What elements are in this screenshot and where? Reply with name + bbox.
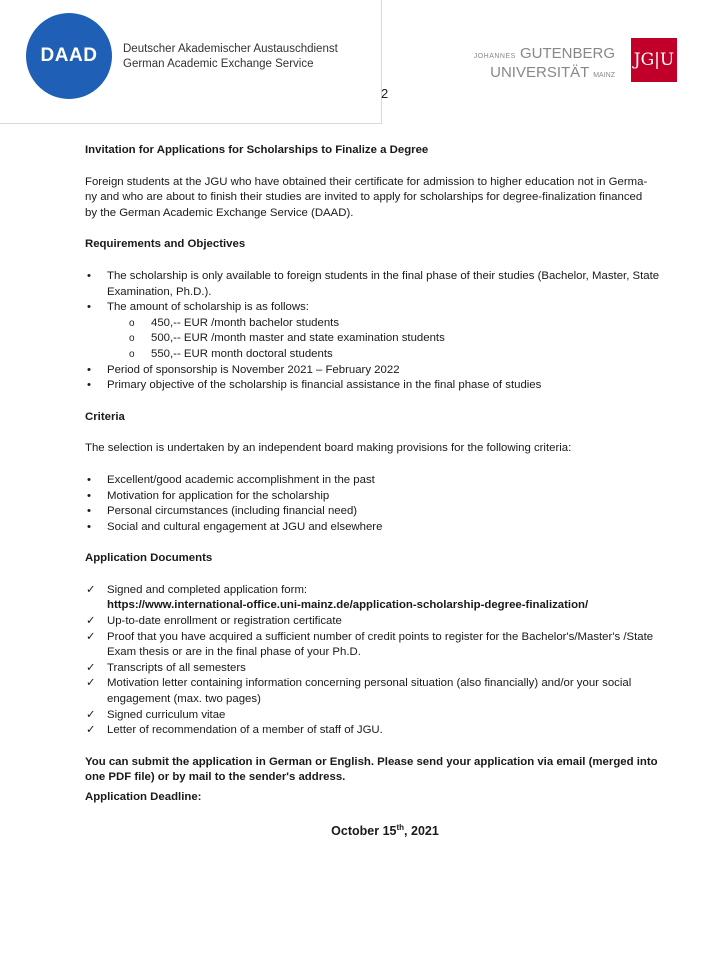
jgu-mainz: MAINZ bbox=[593, 72, 615, 79]
circle-bullet-icon: o bbox=[129, 333, 135, 345]
list-item-text: Proof that you have acquired a sufficient number of credit points to register for the Bachelor's/Master's /State Exam thesis or are in the final phase of your Ph.D. bbox=[107, 630, 654, 659]
checkmark-icon: ✓ bbox=[86, 708, 96, 721]
list-item bbox=[85, 269, 675, 300]
list-item-text: Signed and completed application form: bbox=[107, 583, 308, 596]
list-item-text: The scholarship is only available to foreign students in the final phase of their studies (Bachelor, Master, State Examination, Ph.D.). bbox=[107, 269, 660, 298]
criteria-list bbox=[85, 473, 675, 535]
list-item-text: Period of sponsorship is November 2021 – February 2022 bbox=[107, 363, 400, 376]
checkmark-icon: ✓ bbox=[86, 724, 96, 737]
list-item bbox=[85, 708, 675, 724]
list-item bbox=[85, 316, 675, 332]
list-item bbox=[85, 614, 675, 630]
bullet-icon: • bbox=[87, 379, 91, 392]
daad-name-en: German Academic Exchange Service bbox=[123, 58, 314, 70]
list-item bbox=[85, 661, 675, 677]
list-item bbox=[85, 363, 675, 379]
list-item-text: Personal circumstances (including financial need) bbox=[107, 505, 358, 518]
list-item bbox=[85, 489, 675, 505]
daad-logo bbox=[26, 13, 112, 99]
bullet-icon: • bbox=[87, 505, 91, 518]
list-item-text: Signed curriculum vitae bbox=[107, 708, 226, 721]
checkmark-icon: ✓ bbox=[86, 661, 96, 674]
requirements-heading: Requirements and Objectives bbox=[85, 238, 246, 251]
requirements-list bbox=[85, 269, 675, 394]
intro-line: Foreign students at the JGU who have obtained their certificate for admission to higher education not in Germa- bbox=[85, 175, 648, 188]
document-title: Invitation for Applications for Scholarships to Finalize a Degree bbox=[85, 144, 429, 156]
documents-heading: Application Documents bbox=[85, 552, 213, 565]
list-item-text: Primary objective of the scholarship is financial assistance in the final phase of studies bbox=[107, 379, 542, 392]
list-item-text: Up-to-date enrollment or registration certificate bbox=[107, 615, 342, 628]
list-item bbox=[85, 583, 675, 614]
list-item bbox=[85, 504, 675, 520]
bullet-icon: • bbox=[87, 301, 91, 314]
list-item bbox=[85, 723, 675, 739]
list-item bbox=[85, 347, 675, 363]
header-logo-box bbox=[0, 0, 382, 124]
page-number: 2 bbox=[381, 86, 389, 101]
list-item bbox=[85, 630, 675, 661]
document-body bbox=[85, 143, 675, 839]
list-item bbox=[85, 676, 675, 707]
daad-logo-text: DAAD bbox=[40, 45, 98, 66]
list-item-text: The amount of scholarship is as follows: bbox=[107, 301, 309, 314]
checkmark-icon: ✓ bbox=[86, 630, 96, 643]
deadline-label: Application Deadline: bbox=[85, 791, 202, 803]
bullet-icon: • bbox=[87, 520, 91, 533]
deadline-suffix: th bbox=[396, 822, 405, 832]
list-item bbox=[85, 331, 675, 347]
submission-note: You can submit the application in German or English. Please send your application via email (merged into one PDF file) or by mail to the sender's address. bbox=[85, 755, 658, 784]
jgu-logo bbox=[631, 38, 677, 82]
list-item-text: Excellent/good academic accomplishment in the past bbox=[107, 473, 375, 486]
list-item-text: Social and cultural engagement at JGU and elsewhere bbox=[107, 520, 383, 533]
daad-name-de: Deutscher Akademischer Austauschdienst bbox=[123, 43, 338, 55]
intro-paragraph bbox=[85, 175, 675, 222]
daad-name bbox=[123, 42, 338, 72]
jgu-universitat: UNIVERSITÄT bbox=[490, 64, 590, 81]
deadline-date bbox=[85, 824, 675, 840]
documents-list bbox=[85, 583, 675, 739]
list-item bbox=[85, 520, 675, 536]
list-item-text: 500,-- EUR /month master and state examination students bbox=[151, 332, 445, 345]
jgu-gutenberg: GUTENBERG bbox=[519, 45, 615, 62]
list-item bbox=[85, 300, 675, 362]
deadline-year: , 2021 bbox=[404, 823, 439, 838]
list-item bbox=[85, 473, 675, 489]
bullet-icon: • bbox=[87, 489, 91, 502]
jgu-johannes: JOHANNES bbox=[473, 53, 516, 60]
list-item-text: Letter of recommendation of a member of staff of JGU. bbox=[107, 724, 383, 737]
jgu-logo-text: JG|U bbox=[633, 50, 675, 70]
amount-list bbox=[85, 316, 675, 363]
list-item-text: 450,-- EUR /month bachelor students bbox=[151, 316, 340, 329]
checkmark-icon: ✓ bbox=[86, 677, 96, 690]
circle-bullet-icon: o bbox=[129, 317, 135, 329]
checkmark-icon: ✓ bbox=[86, 583, 96, 596]
list-item-text: Motivation letter containing information concerning personal situation (also financially) and/or your social engagement (max. two pages) bbox=[107, 677, 632, 706]
deadline-month-day: October 15 bbox=[331, 823, 397, 838]
list-item-text: Transcripts of all semesters bbox=[107, 661, 246, 674]
bullet-icon: • bbox=[87, 269, 91, 282]
criteria-heading: Criteria bbox=[85, 410, 125, 423]
checkmark-icon: ✓ bbox=[86, 615, 96, 628]
list-item bbox=[85, 378, 675, 394]
list-item-text: Motivation for application for the scholarship bbox=[107, 489, 330, 502]
circle-bullet-icon: o bbox=[129, 348, 135, 360]
bullet-icon: • bbox=[87, 473, 91, 486]
bullet-icon: • bbox=[87, 363, 91, 376]
criteria-intro: The selection is undertaken by an independent board making provisions for the following criteria: bbox=[85, 442, 572, 455]
list-item-text: 550,-- EUR month doctoral students bbox=[151, 347, 333, 360]
application-form-url[interactable]: https://www.international-office.uni-mainz.de/application-scholarship-degree-finalization/ bbox=[107, 599, 589, 612]
intro-line: by the German Academic Exchange Service (DAAD). bbox=[85, 206, 354, 219]
jgu-wordmark bbox=[470, 46, 615, 84]
intro-line: ny and who are about to finish their studies are invited to apply for scholarships for degree-finalization financed bbox=[85, 191, 643, 204]
